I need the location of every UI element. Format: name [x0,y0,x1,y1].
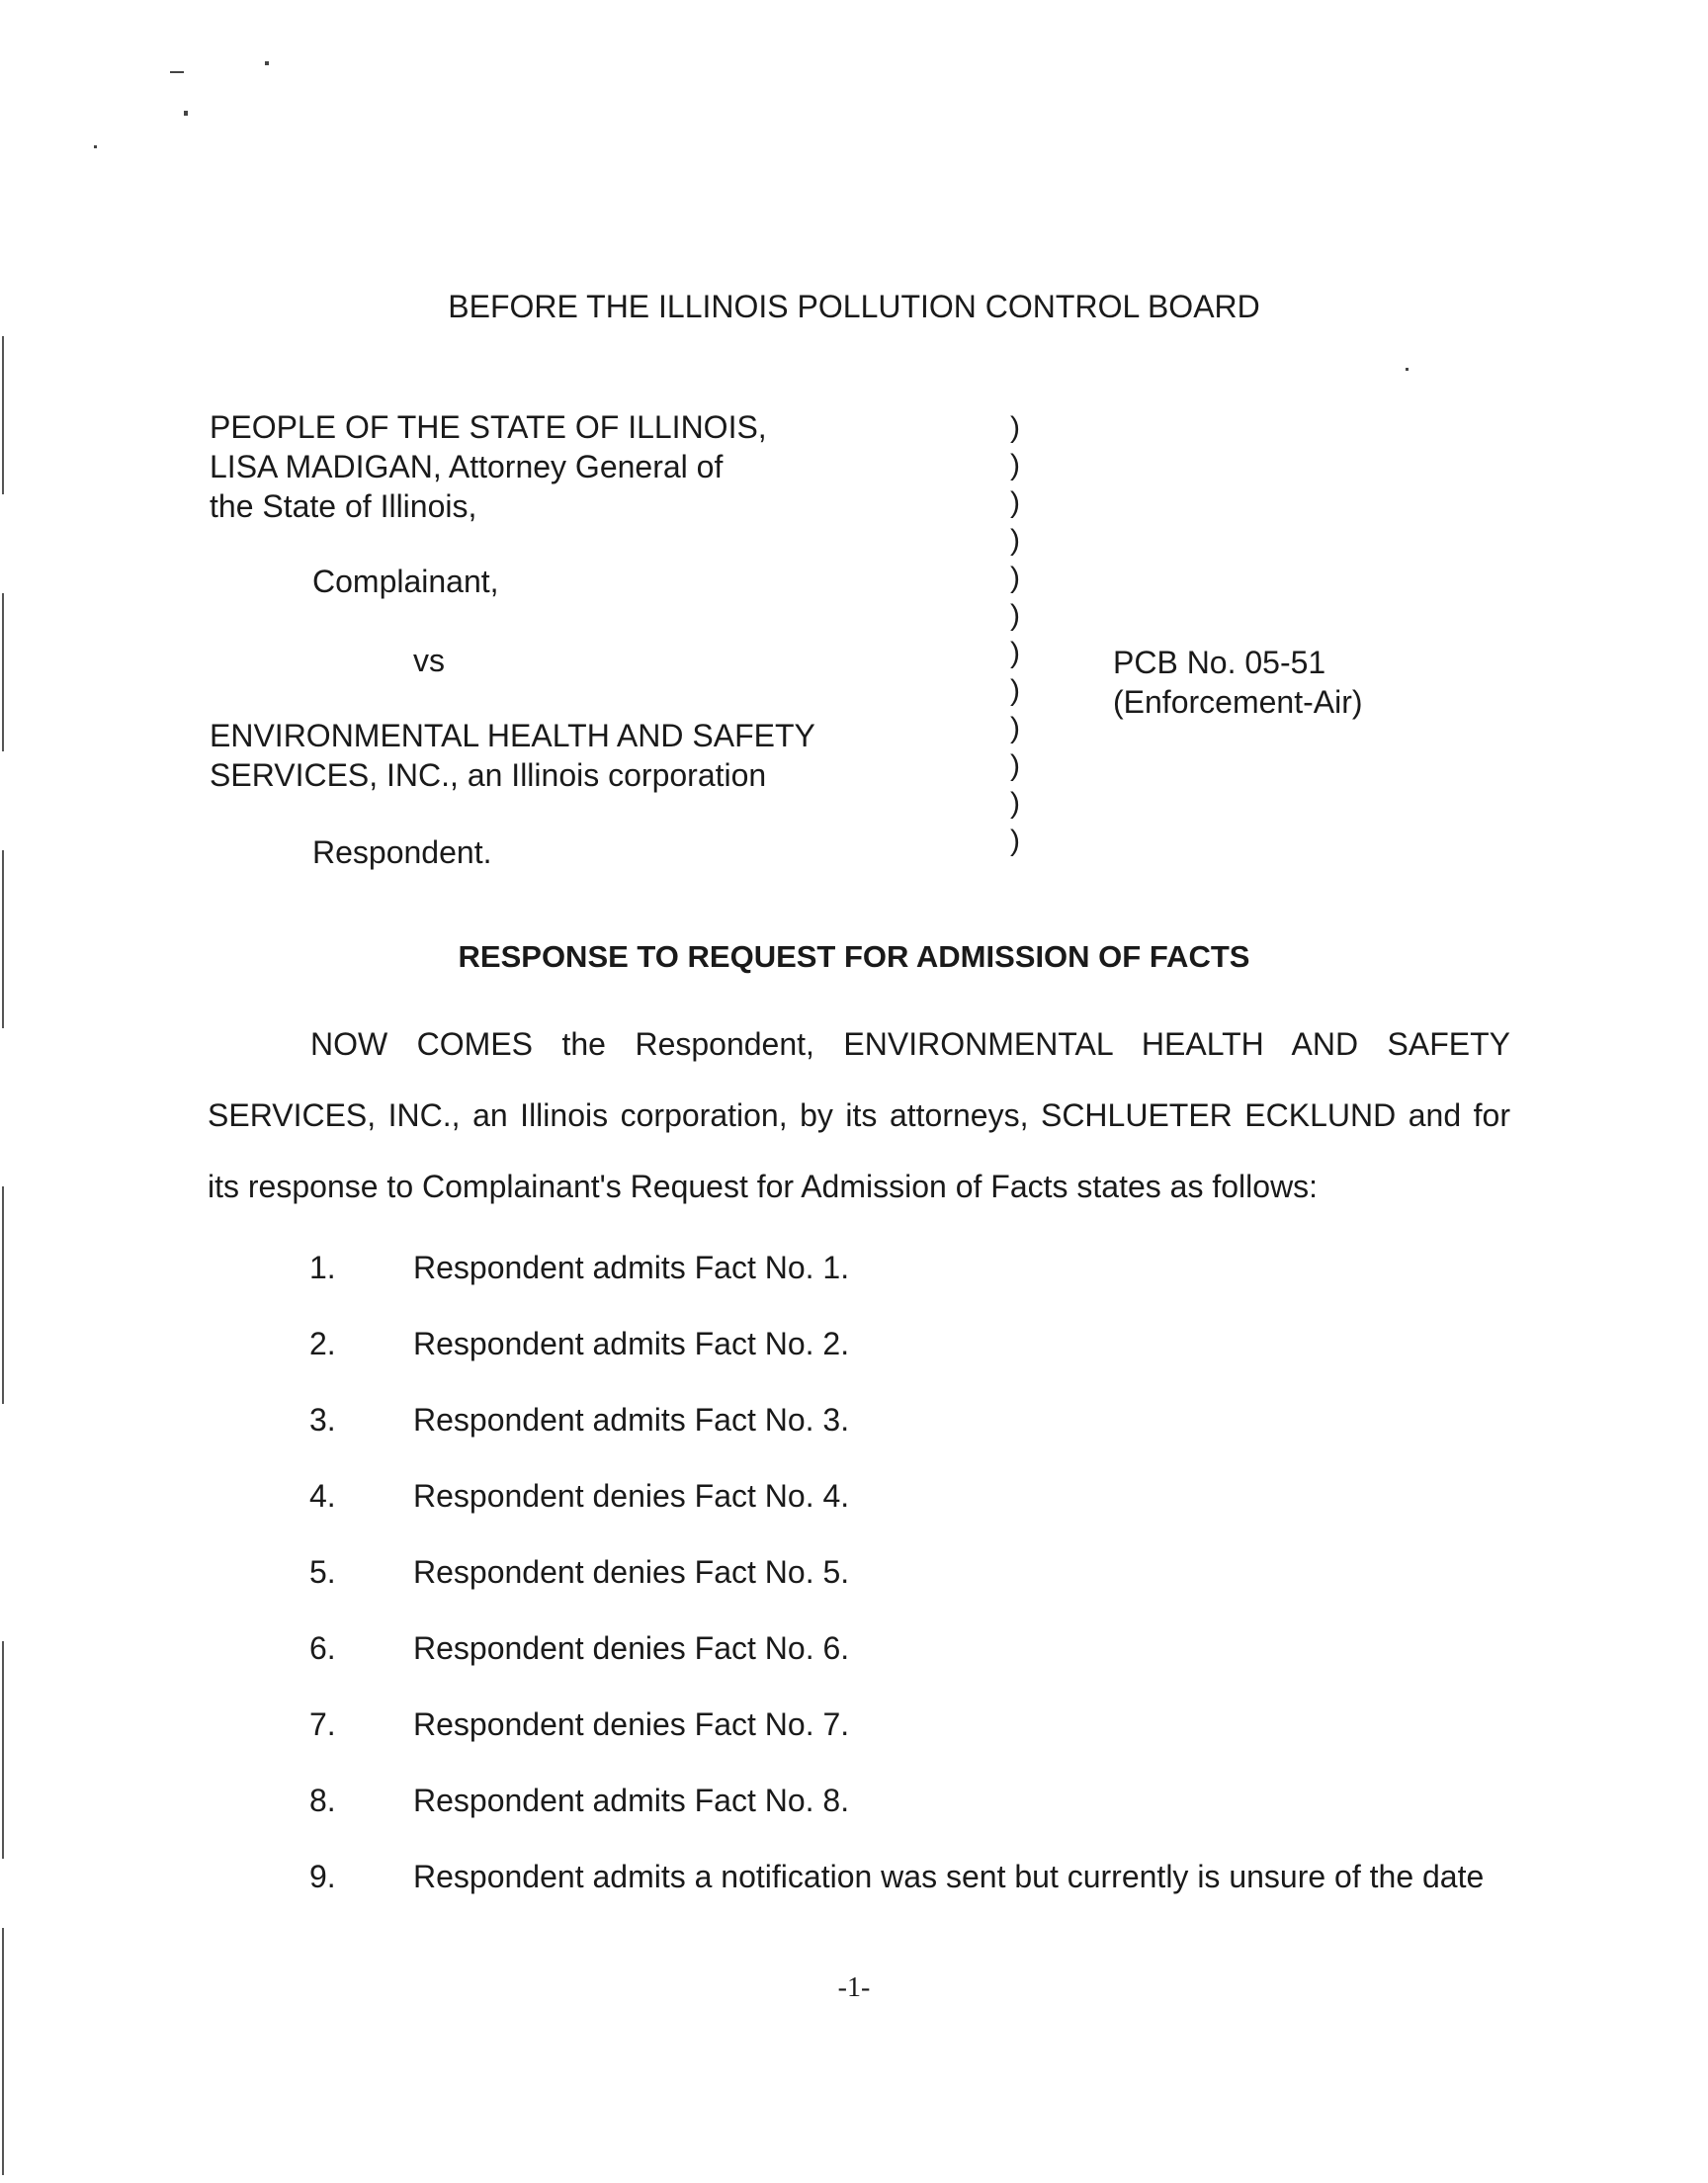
respondent-party-line: SERVICES, INC., an Illinois corporation [210,757,767,793]
caption-paren: ) [1010,712,1020,744]
item-number: 5. [309,1554,336,1590]
intro-line: NOW COMES the Respondent, ENVIRONMENTAL HEALTH AND SAFETY [310,1026,1510,1062]
respondent-label: Respondent. [312,834,492,870]
caption-paren: ) [1010,524,1020,557]
item-number: 9. [309,1859,336,1894]
item-text: Respondent denies Fact No. 7. [413,1706,850,1742]
case-type: (Enforcement-Air) [1113,684,1363,720]
scan-speck [1406,368,1409,371]
scan-speck [170,71,184,73]
caption-paren: ) [1010,637,1020,669]
caption-party-line: the State of Illinois, [210,488,477,524]
item-number: 4. [309,1478,336,1514]
item-text: Respondent denies Fact No. 4. [413,1478,850,1514]
caption-paren: ) [1010,749,1020,782]
caption-party-line: PEOPLE OF THE STATE OF ILLINOIS, [210,409,767,445]
scan-edge-line [2,1186,4,1404]
case-number: PCB No. 05-51 [1113,645,1326,680]
scan-speck [265,61,269,65]
caption-paren: ) [1010,411,1020,444]
caption-paren: ) [1010,787,1020,820]
item-text: Respondent denies Fact No. 6. [413,1630,850,1666]
scan-speck [94,145,97,148]
item-text: Respondent denies Fact No. 5. [413,1554,850,1590]
item-number: 3. [309,1402,336,1438]
respondent-party-line: ENVIRONMENTAL HEALTH AND SAFETY [210,718,815,753]
item-number: 1. [309,1250,336,1285]
complainant-label: Complainant, [312,564,499,599]
caption-paren: ) [1010,599,1020,632]
caption-paren: ) [1010,486,1020,519]
item-number: 7. [309,1706,336,1742]
intro-line: its response to Complainant's Request for Admission of Facts states as follows: [208,1169,1319,1204]
board-heading: BEFORE THE ILLINOIS POLLUTION CONTROL BOARD [448,289,1260,324]
caption-paren: ) [1010,449,1020,481]
page-number: -1- [837,1972,871,2003]
scan-edge-line [2,1928,4,2175]
caption-paren: ) [1010,825,1020,857]
versus-label: vs [413,643,445,678]
caption-paren: ) [1010,562,1020,594]
item-number: 8. [309,1783,336,1818]
item-text: Respondent admits Fact No. 3. [413,1402,850,1438]
item-text: Respondent admits Fact No. 2. [413,1326,850,1361]
scan-speck [184,111,188,116]
intro-line: SERVICES, INC., an Illinois corporation, by its attorneys, SCHLUETER ECKLUND and for [208,1097,1510,1133]
document-title: RESPONSE TO REQUEST FOR ADMISSION OF FACTS [458,939,1250,974]
item-number: 2. [309,1326,336,1361]
scan-edge-line [2,1641,4,1859]
item-text: Respondent admits a notification was sent but currently is unsure of the date [413,1859,1485,1894]
scan-edge-line [2,593,4,751]
item-number: 6. [309,1630,336,1666]
caption-paren: ) [1010,674,1020,707]
item-text: Respondent admits Fact No. 8. [413,1783,850,1818]
item-text: Respondent admits Fact No. 1. [413,1250,850,1285]
caption-party-line: LISA MADIGAN, Attorney General of [210,449,724,484]
scan-edge-line [2,336,4,494]
